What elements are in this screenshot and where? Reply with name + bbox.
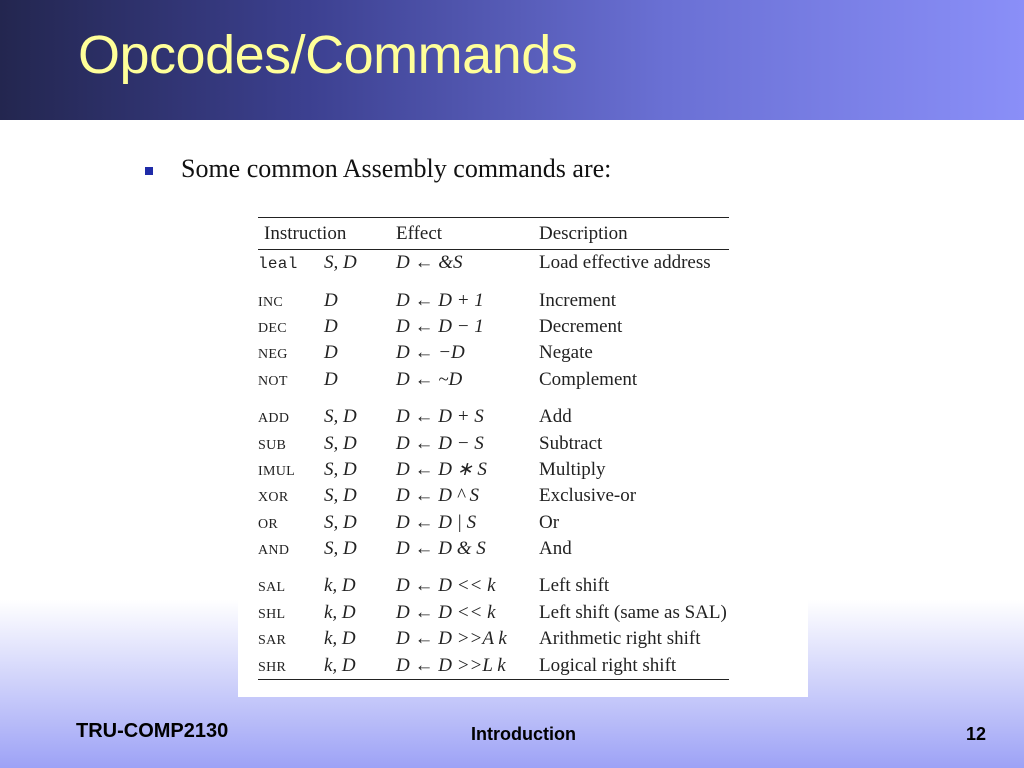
description-cell	[539, 562, 729, 599]
effect-cell-text: D ← D − 1	[396, 315, 484, 337]
effect-cell-text: D ← D + S	[396, 406, 484, 428]
instruction-cell-text: DEC	[258, 320, 287, 336]
instruction-cell	[258, 457, 324, 483]
slide-title: Opcodes/Commands	[78, 25, 578, 85]
instruction-cell-text: XOR	[258, 490, 289, 506]
description-cell-text: Left shift	[539, 575, 610, 597]
operands-cell-text: k, D	[324, 575, 356, 597]
description-cell	[539, 652, 729, 679]
header-effect: Effect	[396, 218, 539, 250]
operands-cell	[324, 600, 396, 626]
instruction-cell-text: AND	[258, 543, 290, 559]
operands-cell-text: S, D	[324, 458, 357, 480]
description-cell	[539, 276, 729, 313]
operands-cell	[324, 393, 396, 430]
effect-cell-text: D ← D ^ S	[396, 485, 479, 507]
operands-cell-text: k, D	[324, 628, 356, 650]
instruction-cell	[258, 393, 324, 430]
page-number: 12	[966, 724, 987, 744]
effect-cell-text: D ← D >>L k	[396, 654, 506, 676]
instruction-cell-text: leal	[258, 255, 298, 274]
effect-cell	[396, 393, 539, 430]
effect-cell	[396, 430, 539, 456]
instruction-cell-text: SAL	[258, 580, 286, 596]
operands-cell	[324, 276, 396, 313]
table-body	[258, 250, 729, 680]
table-row	[258, 430, 729, 456]
effect-cell-text: D ← D >>A k	[396, 628, 507, 650]
description-cell-text: And	[539, 538, 572, 560]
header-description: Description	[539, 218, 729, 250]
table-row	[258, 340, 729, 366]
description-cell-text: Arithmetic right shift	[539, 628, 701, 650]
description-cell-text: Load effective address	[539, 252, 711, 274]
instruction-table-figure	[238, 207, 808, 697]
operands-cell	[324, 652, 396, 679]
footer-course: TRU-COMP2130	[76, 720, 229, 742]
operands-cell-text: D	[324, 289, 338, 311]
effect-cell	[396, 250, 539, 277]
table-row	[258, 626, 729, 652]
header-instruction: Instruction	[258, 218, 396, 250]
operands-cell	[324, 430, 396, 456]
effect-cell	[396, 367, 539, 393]
table-row	[258, 536, 729, 562]
table-header-row	[258, 218, 729, 250]
description-cell	[539, 600, 729, 626]
instruction-cell	[258, 483, 324, 509]
description-cell	[539, 626, 729, 652]
operands-cell	[324, 250, 396, 277]
instruction-cell	[258, 430, 324, 456]
table-row	[258, 483, 729, 509]
operands-cell	[324, 483, 396, 509]
description-cell-text: Multiply	[539, 458, 606, 480]
description-cell-text: Decrement	[539, 315, 623, 337]
instruction-cell-text: OR	[258, 516, 279, 532]
description-cell-text: Add	[539, 406, 572, 428]
effect-cell	[396, 483, 539, 509]
effect-cell	[396, 340, 539, 366]
description-cell-text: Negate	[539, 342, 593, 364]
instruction-cell-text: NEG	[258, 347, 288, 363]
operands-cell-text: S, D	[324, 252, 357, 274]
effect-cell	[396, 652, 539, 679]
table-row	[258, 367, 729, 393]
effect-cell-text: D ← &S	[396, 252, 463, 274]
effect-cell-text: D ← D + 1	[396, 289, 484, 311]
effect-cell-text: D ← −D	[396, 342, 465, 364]
instruction-cell	[258, 314, 324, 340]
effect-cell	[396, 536, 539, 562]
effect-cell-text: D ← ~D	[396, 368, 463, 390]
instruction-cell-text: NOT	[258, 373, 288, 389]
instruction-cell-text: ADD	[258, 411, 290, 427]
bullet-square-icon	[145, 167, 153, 175]
operands-cell	[324, 626, 396, 652]
effect-cell-text: D ← D & S	[396, 538, 486, 560]
description-cell-text: Subtract	[539, 432, 603, 454]
instruction-cell-text: IMUL	[258, 463, 295, 479]
description-cell	[539, 250, 729, 277]
instruction-cell	[258, 510, 324, 536]
operands-cell	[324, 562, 396, 599]
description-cell	[539, 393, 729, 430]
table-row	[258, 600, 729, 626]
effect-cell-text: D ← D << k	[396, 575, 496, 597]
operands-cell-text: k, D	[324, 601, 356, 623]
footer-section: Introduction	[471, 724, 576, 744]
description-cell	[539, 340, 729, 366]
effect-cell	[396, 314, 539, 340]
description-cell	[539, 430, 729, 456]
description-cell-text: Left shift (same as SAL)	[539, 601, 727, 623]
effect-cell-text: D ← D | S	[396, 511, 477, 533]
operands-cell-text: S, D	[324, 406, 357, 428]
title-bar	[0, 0, 1024, 120]
effect-cell-text: D ← D << k	[396, 601, 496, 623]
table-row	[258, 314, 729, 340]
instruction-cell-text: SAR	[258, 633, 287, 649]
operands-cell	[324, 510, 396, 536]
effect-cell-text: D ← D − S	[396, 432, 484, 454]
table-row	[258, 250, 729, 277]
instruction-cell-text: SUB	[258, 437, 287, 453]
bullet-text: Some common Assembly commands are:	[181, 154, 612, 183]
effect-cell	[396, 510, 539, 536]
instruction-cell	[258, 536, 324, 562]
instruction-cell	[258, 250, 324, 277]
description-cell-text: Exclusive-or	[539, 485, 637, 507]
description-cell	[539, 457, 729, 483]
instruction-cell	[258, 367, 324, 393]
table-row	[258, 457, 729, 483]
description-cell	[539, 367, 729, 393]
instruction-cell	[258, 276, 324, 313]
operands-cell-text: D	[324, 368, 338, 390]
effect-cell	[396, 626, 539, 652]
instruction-cell	[258, 600, 324, 626]
description-cell-text: Logical right shift	[539, 654, 677, 676]
effect-cell	[396, 457, 539, 483]
operands-cell-text: D	[324, 342, 338, 364]
description-cell	[539, 314, 729, 340]
description-cell-text: Increment	[539, 289, 617, 311]
instruction-cell	[258, 340, 324, 366]
instruction-cell	[258, 652, 324, 679]
operands-cell-text: S, D	[324, 538, 357, 560]
description-cell-text: Or	[539, 511, 560, 533]
effect-cell	[396, 276, 539, 313]
effect-cell	[396, 562, 539, 599]
table-row	[258, 276, 729, 313]
instruction-cell	[258, 626, 324, 652]
operands-cell	[324, 314, 396, 340]
instruction-cell-text: INC	[258, 294, 284, 310]
instruction-table	[258, 217, 729, 680]
operands-cell	[324, 536, 396, 562]
operands-cell	[324, 457, 396, 483]
instruction-cell-text: SHL	[258, 606, 286, 622]
operands-cell-text: k, D	[324, 654, 356, 676]
operands-cell-text: D	[324, 315, 338, 337]
effect-cell	[396, 600, 539, 626]
operands-cell-text: S, D	[324, 432, 357, 454]
instruction-cell-text: SHR	[258, 659, 287, 675]
operands-cell-text: S, D	[324, 485, 357, 507]
description-cell	[539, 536, 729, 562]
table-row	[258, 393, 729, 430]
description-cell-text: Complement	[539, 368, 638, 390]
operands-cell	[324, 367, 396, 393]
table-row	[258, 652, 729, 679]
description-cell	[539, 510, 729, 536]
table-row	[258, 510, 729, 536]
operands-cell	[324, 340, 396, 366]
operands-cell-text: S, D	[324, 511, 357, 533]
instruction-cell	[258, 562, 324, 599]
description-cell	[539, 483, 729, 509]
effect-cell-text: D ← D ∗ S	[396, 459, 487, 481]
table-row	[258, 562, 729, 599]
